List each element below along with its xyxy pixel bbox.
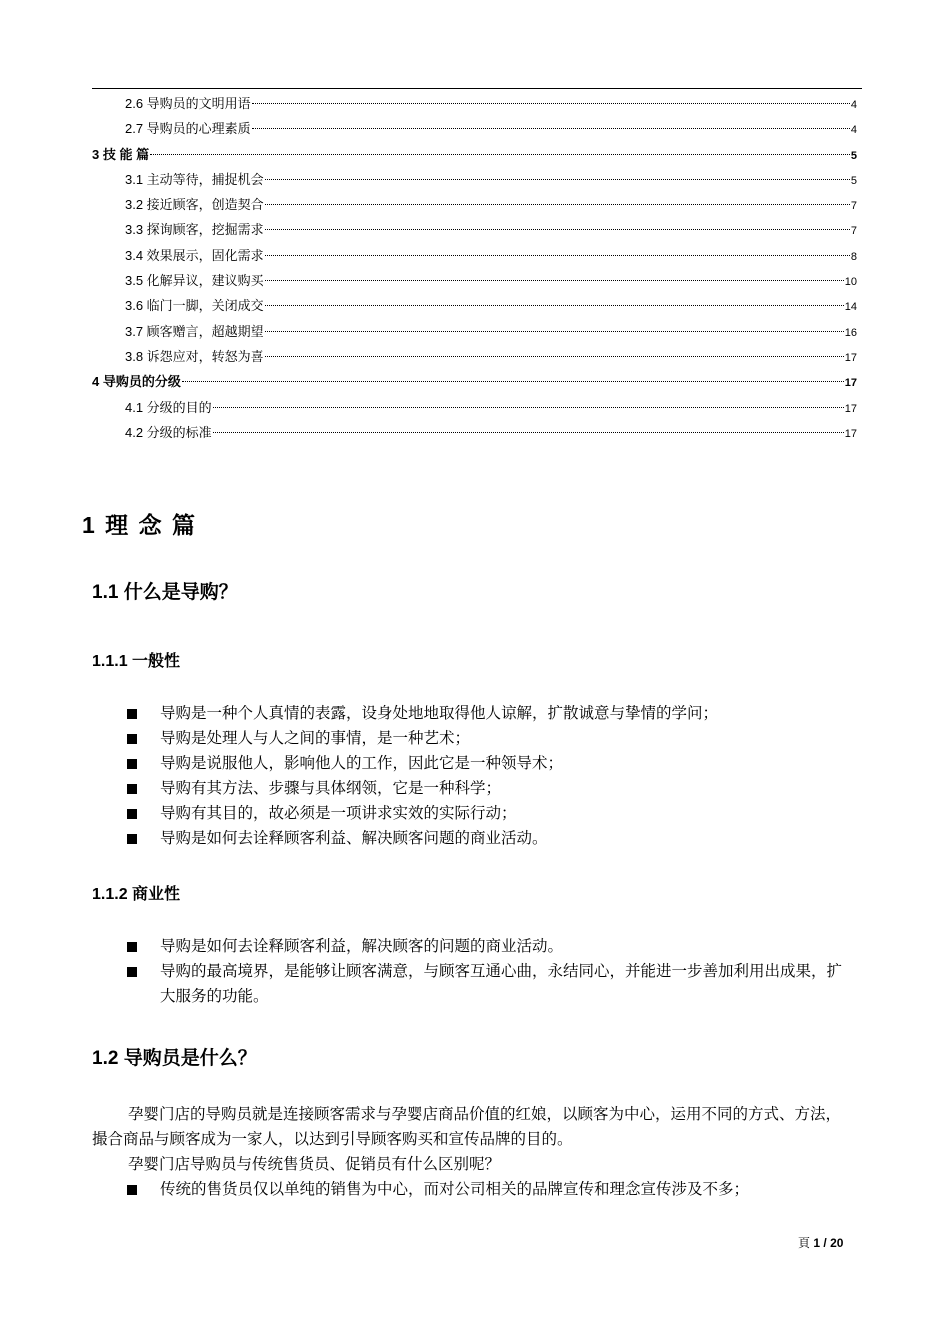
toc-leader-dots [265,229,850,230]
heading-1-2: 1.2 导购员是什么？ [92,1048,257,1069]
toc-entry-page: 7 [850,200,857,213]
heading-1-1-1: 1.1.1 一般性 [92,653,181,670]
toc-leader-dots [265,356,844,357]
toc-leader-dots [265,204,850,205]
toc-entry-label: 4.2 分级的标准 [125,424,212,440]
toc-leader-dots [213,407,844,408]
toc-entry-label: 3.1 主动等待，捕捉机会 [125,171,264,187]
table-of-contents [92,91,857,445]
toc-entry[interactable] [92,192,857,217]
header-rule [92,88,862,89]
commercial-list [122,934,852,1009]
toc-entry[interactable] [92,268,857,293]
toc-entry-label: 3.7 顾客赠言，超越期望 [125,323,264,339]
toc-entry[interactable] [92,142,857,167]
toc-entry-label: 4.1 分级的目的 [125,399,212,415]
list-item: 导购是如何去诠释顾客利益，解决顾客的问题的商业活动。 [122,934,852,959]
list-item: 导购是说服他人，影响他人的工作，因此它是一种领导术； [122,751,852,776]
toc-entry-page: 17 [844,377,857,390]
toc-entry-page: 8 [850,250,857,263]
toc-entry-label: 3.2 接近顾客，创造契合 [125,197,264,213]
toc-entry-label: 3.8 诉怨应对，转怒为喜 [125,348,264,364]
toc-leader-dots [265,280,844,281]
toc-leader-dots [213,432,844,433]
toc-entry[interactable] [92,420,857,445]
page-separator: / [823,1236,827,1250]
toc-entry-page: 5 [850,149,857,162]
heading-1-1: 1.1 什么是导购？ [92,582,238,603]
toc-entry[interactable] [92,395,857,420]
list-item: 传统的售货员仅以单纯的销售为中心，而对公司相关的品牌宣传和理念宣传涉及不多； [122,1177,852,1202]
toc-leader-dots [150,154,850,155]
toc-entry[interactable] [92,217,857,242]
toc-entry-page: 4 [850,124,857,137]
toc-entry-page: 17 [844,402,857,415]
toc-entry-label: 2.6 导购员的文明用语 [125,96,251,111]
toc-entry-page: 5 [850,174,857,187]
page-current: 1 [813,1236,821,1250]
toc-entry[interactable] [92,243,857,268]
toc-entry-label: 3 技 能 篇 [92,146,150,162]
section-heading-1: 1 理 念 篇 [82,512,197,538]
toc-leader-dots [182,381,844,382]
toc-entry-page: 17 [844,427,857,440]
toc-leader-dots [265,331,844,332]
toc-entry-label: 3.3 探询顾客，挖掘需求 [125,222,264,238]
toc-entry[interactable] [92,369,857,394]
toc-entry-page: 4 [850,99,857,111]
general-list [122,701,852,851]
heading-1-1-2: 1.1.2 商业性 [92,886,181,903]
comparison-list [122,1177,852,1202]
list-item: 导购有其目的，故必须是一项讲求实效的实际行动； [122,801,852,826]
list-item: 导购是如何去诠释顾客利益、解决顾客问题的商业活动。 [122,826,852,851]
toc-leader-dots [265,179,850,180]
toc-leader-dots [265,305,844,306]
toc-entry[interactable] [92,91,857,116]
toc-leader-dots [265,255,850,256]
toc-entry-page: 14 [844,301,857,314]
page-prefix: 頁 [798,1236,811,1250]
toc-entry[interactable] [92,293,857,318]
toc-leader-dots [252,103,850,104]
toc-entry-label: 3.6 临门一脚，关闭成交 [125,298,264,314]
toc-entry-page: 17 [844,351,857,364]
toc-entry-label: 2.7 导购员的心理素质 [125,121,251,137]
toc-entry-label: 4 导购员的分级 [92,374,181,390]
toc-entry-label: 3.4 效果展示，固化需求 [125,247,264,263]
paragraph: 孕婴门店导购员与传统售货员、促销员有什么区别呢？ [128,1155,501,1173]
list-item: 导购的最高境界，是能够让顾客满意，与顾客互通心曲，永结同心，并能进一步善加利用出成果，扩大服务的功能。 [122,959,852,1009]
list-item: 导购是处理人与人之间的事情，是一种艺术； [122,726,852,751]
toc-entry[interactable] [92,344,857,369]
list-item: 导购是一种个人真情的表露，设身处地地取得他人谅解，扩散诚意与挚情的学问； [122,701,852,726]
toc-entry[interactable] [92,167,857,192]
toc-entry[interactable] [92,116,857,141]
list-item: 导购有其方法、步骤与具体纲领，它是一种科学； [122,776,852,801]
toc-entry-page: 16 [844,326,857,339]
paragraph: 孕婴门店的导购员就是连接顾客需求与孕婴店商品价值的红娘，以顾客为中心，运用不同的方式、方法，撮合商品与顾客成为一家人，以达到引导顾客购买和宣传品牌的目的。 [92,1105,842,1148]
toc-entry-page: 10 [844,276,857,289]
toc-entry-page: 7 [850,225,857,238]
toc-entry[interactable] [92,319,857,344]
toc-leader-dots [252,128,850,129]
toc-entry-label: 3.5 化解异议，建议购买 [125,273,264,289]
page-total: 20 [830,1236,844,1250]
page-footer [798,1234,843,1251]
